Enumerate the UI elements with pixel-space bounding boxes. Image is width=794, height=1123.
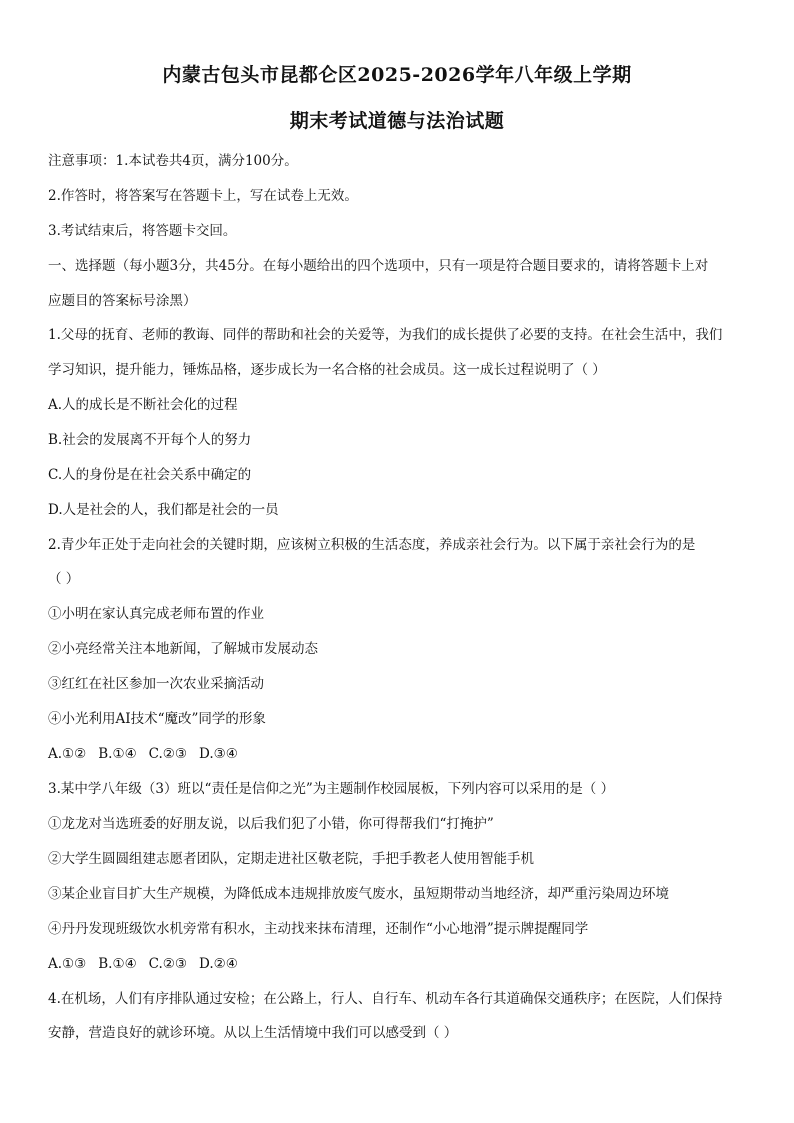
q1-option-c: C.人的身份是在社会关系中确定的: [48, 467, 252, 483]
q3-option-c: C.②③: [148, 956, 188, 972]
q1-option-d: D.人是社会的人，我们都是社会的一员: [48, 502, 279, 518]
q2-option-c: C.②③: [148, 746, 188, 762]
q2-stem-line1: 2.青少年正处于走向社会的关键时期，应该树立积极的生活态度，养成亲社会行为。以下属于亲社会行为的是: [48, 537, 696, 553]
q3-item-4: ④丹丹发现班级饮水机旁常有积水，主动找来抹布清理，还制作“小心地滑”提示牌提醒同学: [48, 921, 589, 937]
q3-item-1: ①龙龙对当选班委的好朋友说，以后我们犯了小错，你可得帮我们“打掩护”: [48, 816, 494, 832]
section-heading-line1: 一、选择题（每小题3分，共45分。在每小题给出的四个选项中，只有一项是符合题目要求的，请将答题卡上对: [48, 258, 709, 274]
q1-stem-line2: 学习知识，提升能力，锤炼品格，逐步成长为一名合格的社会成员。这一成长过程说明了（ ）: [48, 362, 606, 378]
q3-options: [48, 955, 748, 973]
q3-item-2: ②大学生圆圆组建志愿者团队，定期走进社区敬老院，手把手教老人使用智能手机: [48, 851, 534, 867]
q1-option-b: B.社会的发展离不开每个人的努力: [48, 432, 252, 448]
q1-option-a: A.人的成长是不断社会化的过程: [48, 397, 238, 413]
note-3: 3.考试结束后，将答题卡交回。: [48, 223, 237, 239]
q2-option-a: A.①②: [48, 746, 87, 762]
q3-stem-line1: 3.某中学八年级（3）班以“责任是信仰之光”为主题制作校园展板，下列内容可以采用的是（ ）: [48, 781, 615, 797]
q2-option-d: D.③④: [199, 746, 238, 762]
q2-option-b: B.①④: [98, 746, 137, 762]
q3-option-a: A.①③: [48, 956, 87, 972]
q3-item-3: ③某企业盲目扩大生产规模，为降低成本违规排放废气废水，虽短期带动当地经济，却严重污染周边环境: [48, 886, 669, 902]
q2-stem-line2: （ ）: [48, 571, 80, 587]
q2-item-4: ④小光利用AI技术“魔改”同学的形象: [48, 711, 266, 727]
exam-title-line2: 期末考试道德与法治试题: [289, 110, 505, 132]
note-2: 2.作答时，将答案写在答题卡上，写在试卷上无效。: [48, 188, 358, 204]
q4-stem-line2: 安静，营造良好的就诊环境。从以上生活情境中我们可以感受到（ ）: [48, 1025, 458, 1041]
q4-stem-line1: 4.在机场，人们有序排队通过安检；在公路上，行人、自行车、机动车各行其道确保交通秩序；在医院，人们保持: [48, 991, 723, 1007]
q2-options: [48, 745, 748, 763]
note-1: 注意事项：1.本试卷共4页，满分100分。: [48, 153, 298, 169]
section-heading-line2: 应题目的答案标号涂黑）: [48, 293, 197, 309]
q1-stem-line1: 1.父母的抚育、老师的教诲、同伴的帮助和社会的关爱等，为我们的成长提供了必要的支持。在社会生活中，我们: [48, 327, 723, 343]
q3-option-b: B.①④: [98, 956, 137, 972]
q3-option-d: D.②④: [199, 956, 238, 972]
q2-item-3: ③红红在社区参加一次农业采摘活动: [48, 676, 264, 692]
exam-title-line1: 内蒙古包头市昆都仑区2025-2026学年八年级上学期: [162, 64, 632, 86]
q2-item-1: ①小明在家认真完成老师布置的作业: [48, 606, 264, 622]
q2-item-2: ②小亮经常关注本地新闻，了解城市发展动态: [48, 641, 318, 657]
